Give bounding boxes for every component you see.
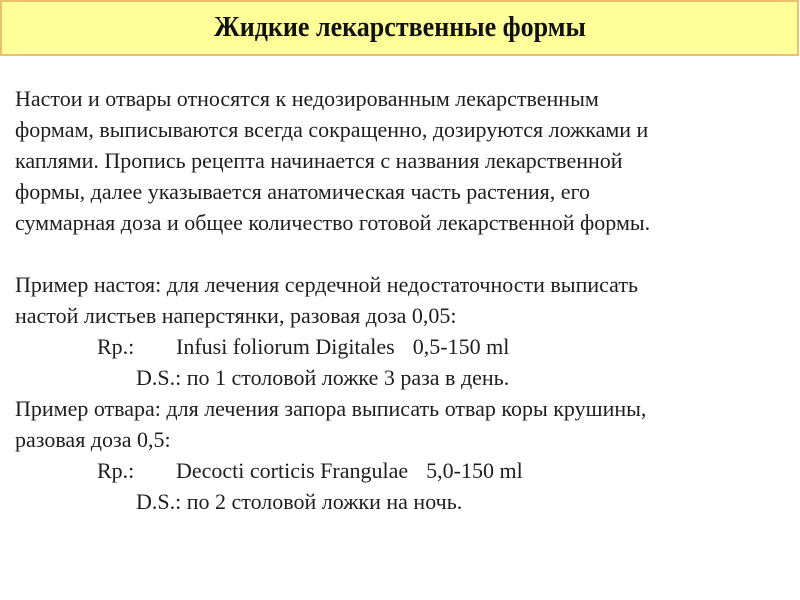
example-line: Пример настоя: для лечения сердечной недостаточности выписать: [15, 272, 639, 297]
signature-line: D.S.: по 1 столовой ложке 3 раза в день.: [136, 365, 510, 390]
rx-drug-name: Infusi foliorum Digitales: [176, 334, 395, 359]
rx-drug-name: Decocti corticis Frangulae: [176, 458, 409, 483]
rx-amount: 5,0-150 ml: [426, 458, 523, 483]
title-banner: [0, 0, 799, 56]
example-line: настой листьев наперстянки, разовая доза 0,05:: [15, 303, 457, 328]
intro-paragraph: [15, 83, 795, 238]
example-line: Пример отвара: для лечения запора выписать отвар коры крушины,: [15, 396, 647, 421]
infusion-example: [15, 269, 795, 393]
slide-body: [15, 83, 795, 517]
intro-line: Настои и отвары относятся к недозированным лекарственным: [15, 86, 599, 111]
slide-title: Жидкие лекарственные формы: [213, 12, 586, 43]
rx-drug: [176, 331, 509, 362]
intro-line: формы, далее указывается анатомическая часть растения, его: [15, 179, 591, 204]
paragraph-gap: [15, 238, 795, 269]
intro-line: формам, выписываются всегда сокращенно, дозируются ложками и: [15, 117, 649, 142]
rx-drug: [176, 455, 523, 486]
intro-line: каплями. Пропись рецепта начинается с названия лекарственной: [15, 148, 623, 173]
signature-line: D.S.: по 2 столовой ложки на ночь.: [136, 489, 463, 514]
rx-label: Rp.:: [97, 334, 135, 359]
prescription-line: [15, 455, 795, 486]
example-line: разовая доза 0,5:: [15, 427, 171, 452]
rx-amount: 0,5-150 ml: [412, 334, 510, 359]
decoction-example: [15, 393, 795, 517]
rx-label: Rp.:: [97, 458, 135, 483]
intro-line: суммарная доза и общее количество готовой лекарственной формы.: [15, 210, 651, 235]
prescription-line: [15, 331, 795, 362]
